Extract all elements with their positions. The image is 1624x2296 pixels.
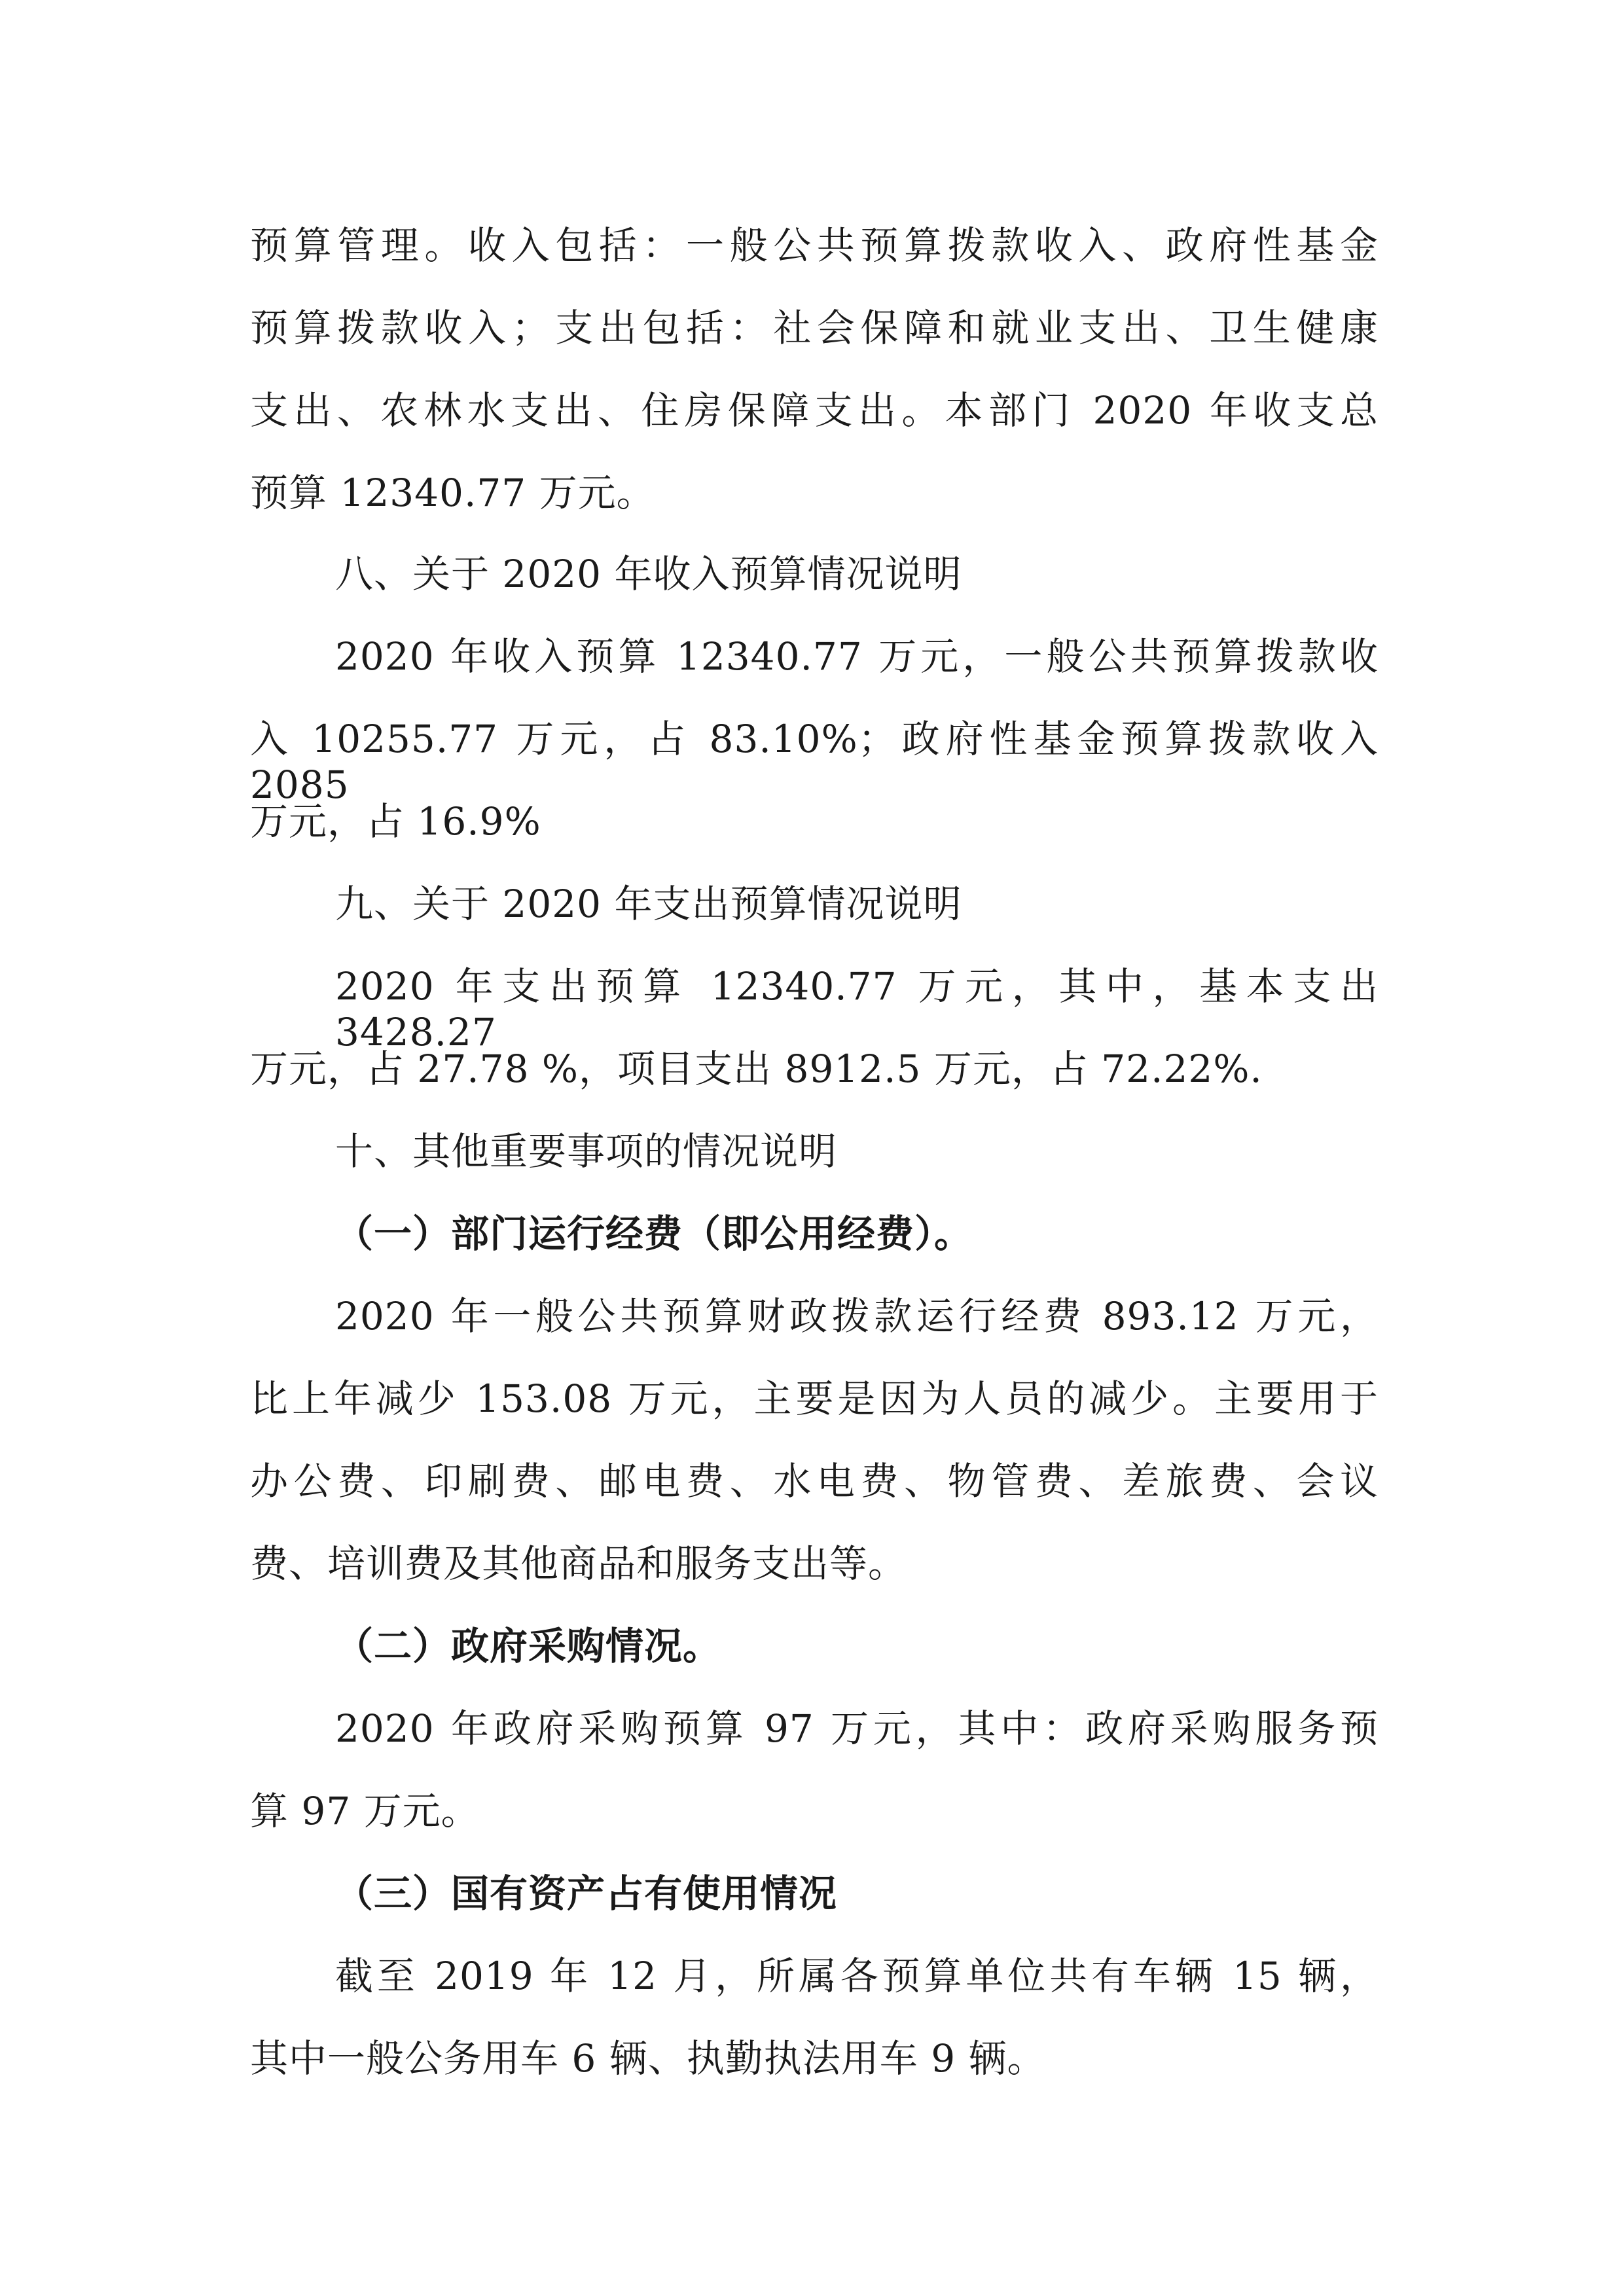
subsection-heading: （一）部门运行经费（即公用经费）。 [335,1211,973,1256]
body-text-line: 比上年减少 153.08 万元，主要是因为人员的减少。主要用于 [250,1376,1379,1421]
body-text-line: 截至 2019 年 12 月，所属各预算单位共有车辆 15 辆， [335,1954,1379,1998]
body-text-line: 支出、农林水支出、住房保障支出。本部门 2020 年收支总 [250,388,1379,433]
section-heading: 八、关于 2020 年收入预算情况说明 [335,552,962,596]
body-text-line: 2020 年政府采购预算 97 万元，其中：政府采购服务预 [335,1706,1379,1751]
section-heading: 十、其他重要事项的情况说明 [335,1129,838,1174]
body-text-line: 算 97 万元。 [250,1789,480,1833]
body-text-line: 办公费、印刷费、邮电费、水电费、物管费、差旅费、会议 [250,1459,1379,1503]
section-heading: 九、关于 2020 年支出预算情况说明 [335,882,962,926]
subsection-heading: （二）政府采购情况。 [335,1624,722,1668]
body-text-line: 2020 年一般公共预算财政拨款运行经费 893.12 万元， [335,1294,1379,1338]
subsection-heading: （三）国有资产占有使用情况 [335,1871,838,1916]
body-text-line: 万元，占 27.78 %，项目支出 8912.5 万元，占 72.22%. [250,1047,1263,1091]
body-text-line: 其中一般公务用车 6 辆、执勤执法用车 9 辆。 [250,2036,1046,2081]
body-text-line: 费、培训费及其他商品和服务支出等。 [250,1541,907,1586]
body-text-line: 万元，占 16.9% [250,799,541,844]
body-text-line: 2020 年收入预算 12340.77 万元，一般公共预算拨款收 [335,634,1379,679]
body-text-line: 2020 年支出预算 12340.77 万元，其中，基本支出 3428.27 [335,964,1379,1054]
body-text-line: 入 10255.77 万元，占 83.10%；政府性基金预算拨款收入 2085 [250,717,1379,807]
body-text-line: 预算 12340.77 万元。 [250,471,655,515]
body-text-line: 预算管理。收入包括：一般公共预算拨款收入、政府性基金 [250,223,1379,268]
body-text-line: 预算拨款收入；支出包括：社会保障和就业支出、卫生健康 [250,306,1379,350]
